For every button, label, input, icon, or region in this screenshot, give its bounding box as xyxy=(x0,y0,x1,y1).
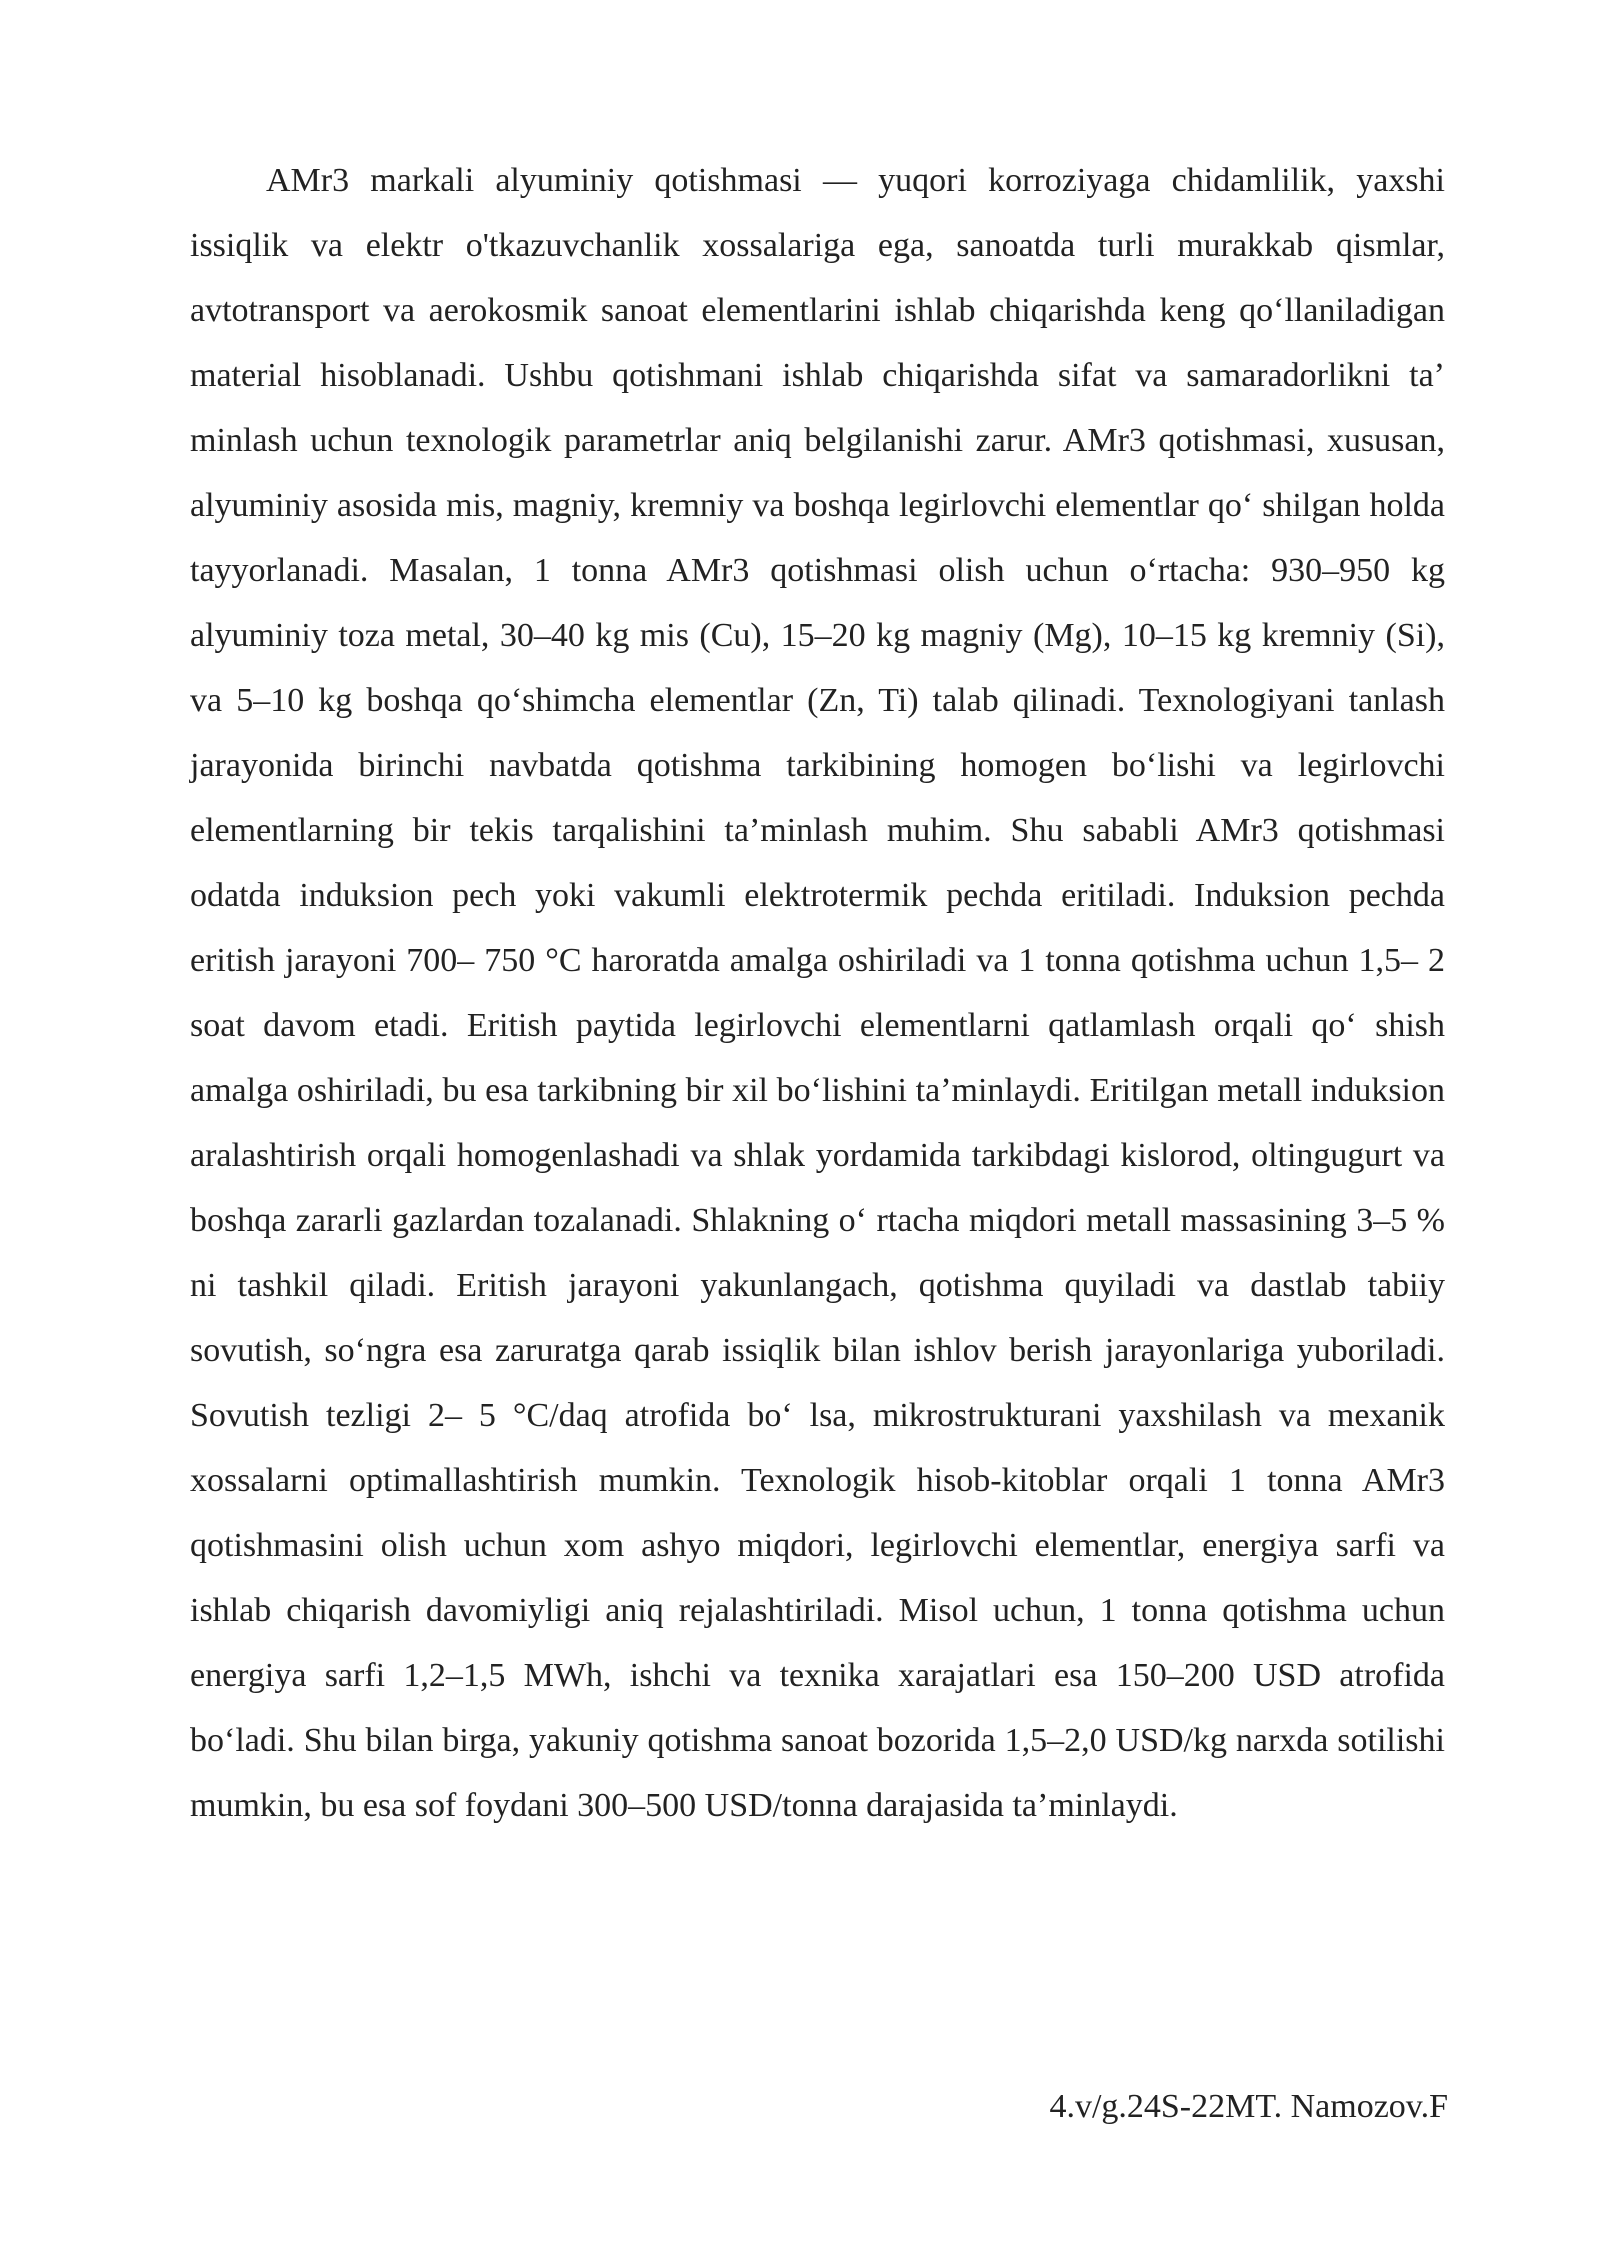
body-paragraph: AMr3 markali alyuminiy qotishmasi — yuqori korroziyaga chidamlilik, yaxshi issiqlik va elektr o'tkazuvchanlik xossalariga ega, sanoatda turli murakkab qismlar, avtotransport va aerokosmik sanoat elementlarini ishlab chiqarishda keng qoʻllaniladigan material hisoblanadi. Ushbu qotishmani ishlab chiqarishda sifat va samaradorlikni taʼ minlash uchun texnologik parametrlar aniq belgilanishi zarur. AMr3 qotishmasi, xususan, alyuminiy asosida mis, magniy, kremniy va boshqa legirlovchi elementlar qoʻ shilgan holda tayyorlanadi. Masalan, 1 tonna AMr3 qotishmasi olish uchun oʻrtacha: 930–950 kg alyuminiy toza metal, 30–40 kg mis (Cu), 15–20 kg magniy (Mg), 10–15 kg kremniy (Si), va 5–10 kg boshqa qoʻshimcha elementlar (Zn, Ti) talab qilinadi. Texnologiyani tanlash jarayonida birinchi navbatda qotishma tarkibining homogen boʻlishi va legirlovchi elementlarning bir tekis tarqalishini ta’minlash muhim. Shu sababli AMr3 qotishmasi odatda induksion pech yoki vakumli elektrotermik pechda eritiladi. Induksion pechda eritish jarayoni 700– 750 °C haroratda amalga oshiriladi va 1 tonna qotishma uchun 1,5– 2 soat davom etadi. Eritish paytida legirlovchi elementlarni qatlamlash orqali qoʻ shish amalga oshiriladi, bu esa tarkibning bir xil boʻlishini taʼminlaydi. Eritilgan metall induksion aralashtirish orqali homogenlashadi va shlak yordamida tarkibdagi kislorod, oltingugurt va boshqa zararli gazlardan tozalanadi. Shlakning oʻ rtacha miqdori metall massasining 3–5 % ni tashkil qiladi. Eritish jarayoni yakunlangach, qotishma quyiladi va dastlab tabiiy sovutish, soʻngra esa zaruratga qarab issiqlik bilan ishlov berish jarayonlariga yuboriladi. Sovutish tezligi 2– 5 °C/daq atrofida boʻ lsa, mikrostrukturani yaxshilash va mexanik xossalarni optimallashtirish mumkin. Texnologik hisob-kitoblar orqali 1 tonna AMr3 qotishmasini olish uchun xom ashyo miqdori, legirlovchi elementlar, energiya sarfi va ishlab chiqarish davomiyligi aniq rejalashtiriladi. Misol uchun, 1 tonna qotishma uchun energiya sarfi 1,2–1,5 MWh, ishchi va texnika xarajatlari esa 150–200 USD atrofida boʻladi. Shu bilan birga, yakuniy qotishma sanoat bozorida 1,5–2,0 USD/kg narxda sotilishi mumkin, bu esa sof foydani 300–500 USD/tonna darajasida ta’minlaydi. xyxy=(190,162,1445,1824)
author-footer: 4.v/g.24S-22MT. Namozov.F xyxy=(1049,2088,1448,2125)
